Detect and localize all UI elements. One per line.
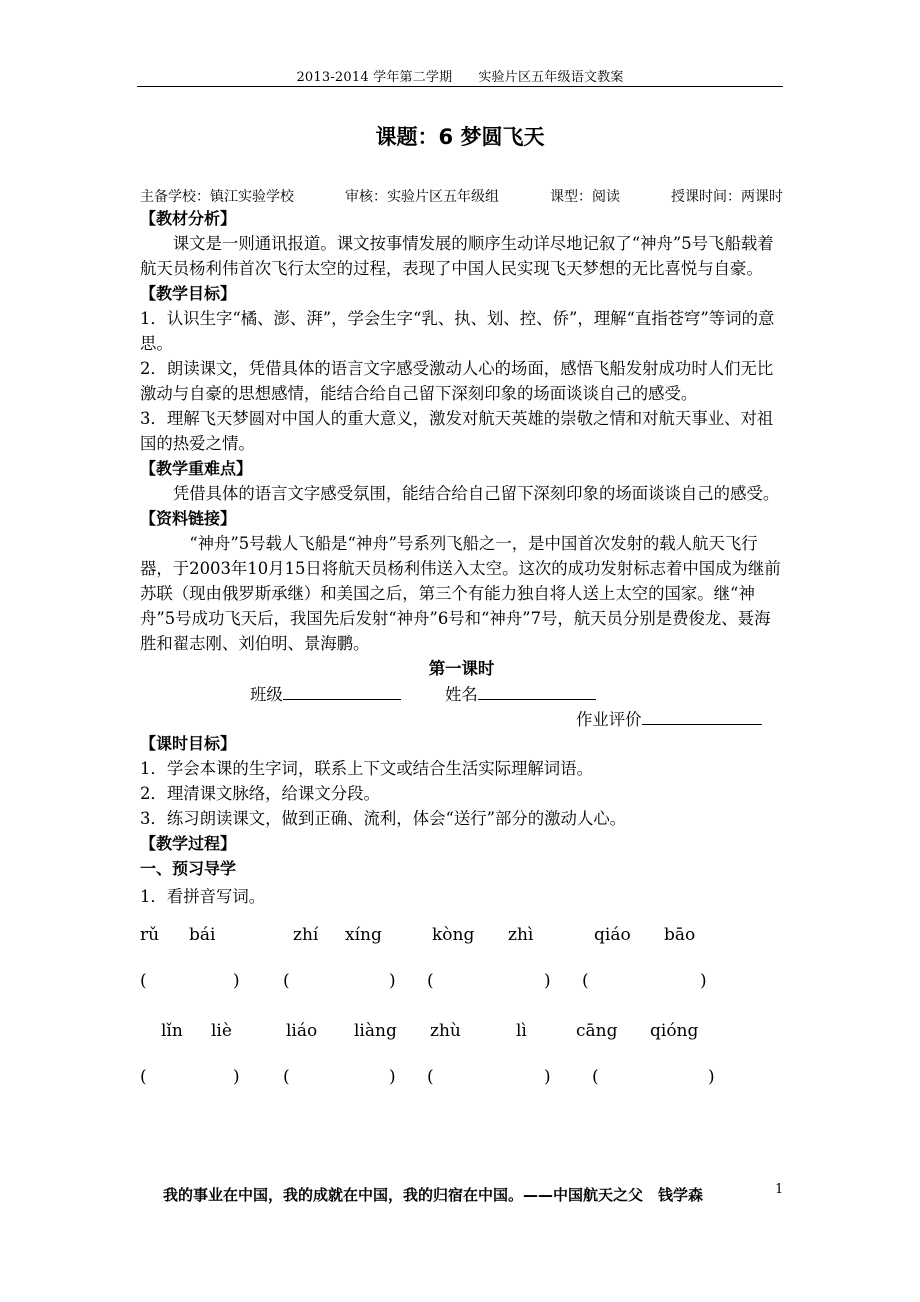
paren-close: ) [700,971,707,991]
name-field [445,681,596,707]
class-field [250,681,401,707]
answer-row-2[interactable] [140,1053,783,1101]
paren-open: ( [283,1067,290,1087]
pinyin: zhí [293,925,319,945]
pinyin: lǐn [161,1021,183,1041]
pinyin: liàng [354,1021,397,1041]
paren-close: ) [389,1067,396,1087]
footer-quote: 我的事业在中国，我的成就在中国，我的归宿在中国。——中国航天之父 钱学森 [163,1186,704,1204]
lesson1-title: 第一课时 [428,659,495,678]
name-label: 姓名 [445,685,478,704]
paren-open: ( [427,971,434,991]
pinyin: bāo [664,925,696,945]
meta-time: 授课时间：两课时 [671,189,783,205]
pinyin: liè [211,1021,232,1041]
pinyin-row-2 [140,1005,783,1053]
meta-type: 课型：阅读 [550,189,620,205]
pinyin: rǔ [140,925,160,945]
paren-open: ( [582,971,589,991]
analysis-text: 课文是一则通讯报道。课文按事情发展的顺序生动详尽地记叙了“神舟”5号飞船载着航天员杨利伟首次飞行太空的过程，表现了中国人民实现飞天梦想的无比喜悦与自豪。 [140,234,774,278]
goal-item: 2．朗读课文，凭借具体的语言文字感受激动人心的场面，感悟飞船发射成功时人们无比激动与自豪的思想感情，能结合给自己留下深刻印象的场面谈谈自己的感受。 [140,359,774,403]
paren-close: ) [544,1067,551,1087]
pinyin: xíng [345,925,382,945]
analysis-heading: 【教材分析】 [140,209,237,228]
page-header [137,66,783,85]
pinyin-row-1 [140,909,783,957]
pinyin: qióng [650,1021,699,1041]
resource-text: “神舟”5号载人飞船是“神舟”号系列飞船之一，是中国首次发射的载人航天飞行器，于2003年10月15日将航天员杨利伟送入太空。这次的成功发射标志着中国成为继前苏联（现由俄罗斯承继）和美国之后，第三个有能力独自将人送上太空的国家。继“神舟”5号成功飞天后，我国先后发射“神舟”6号和“神舟”7号，航天员分别是费俊龙、聂海胜和翟志刚、刘伯明、景海鹏。 [140,534,781,653]
paren-open: ( [140,1067,147,1087]
header-rule [137,86,783,87]
meta-review: 审核：实验片区五年级组 [345,189,499,205]
lesson-meta [140,186,783,206]
difficulty-text: 凭借具体的语言文字感受氛围，能结合给自己留下深刻印象的场面谈谈自己的感受。 [172,484,780,503]
objective-item: 1．学会本课的生字词，联系上下文或结合生活实际理解词语。 [140,759,593,778]
eval-field [576,706,762,732]
eval-blank[interactable] [642,706,762,725]
pinyin: zhù [430,1021,461,1041]
paren-open: ( [592,1067,599,1087]
paren-close: ) [544,971,551,991]
process-heading: 【教学过程】 [140,834,237,853]
goals-heading: 【教学目标】 [140,284,237,303]
difficulty-heading: 【教学重难点】 [140,459,253,478]
step1-heading: 一、预习导学 [140,859,237,878]
paren-close: ) [233,971,240,991]
exercise1-instruction: 1．看拼音写词。 [140,887,266,906]
pinyin: cāng [576,1021,618,1041]
page-number: 1 [775,1182,784,1197]
pinyin: lì [516,1021,527,1041]
objective-item: 2．理清课文脉络，给课文分段。 [140,784,380,803]
objective-item: 3．练习朗读课文，做到正确、流利，体会“送行”部分的激动人心。 [140,809,627,828]
paren-open: ( [283,971,290,991]
document-body [140,206,783,1101]
class-label: 班级 [250,685,283,704]
pinyin: kòng [432,925,475,945]
goal-item: 3．理解飞天梦圆对中国人的重大意义，激发对航天英雄的崇敬之情和对航天事业、对祖国的热爱之情。 [140,409,774,453]
pinyin: zhì [508,925,534,945]
paren-open: ( [427,1067,434,1087]
paren-close: ) [389,971,396,991]
eval-row [140,706,783,731]
resource-heading: 【资料链接】 [140,509,237,528]
header-dept: 实验片区五年级语文教案 [478,70,624,85]
class-blank[interactable] [283,681,401,700]
header-term: 2013-2014 学年第二学期 [296,70,453,85]
paren-close: ) [708,1067,715,1087]
pinyin: liáo [286,1021,318,1041]
page-title: 课题：6 梦圆飞天 [375,125,545,149]
name-blank[interactable] [478,681,596,700]
pinyin: qiáo [594,925,631,945]
answer-row-1[interactable] [140,957,783,1005]
pinyin: bái [189,925,216,945]
paren-close: ) [233,1067,240,1087]
eval-label: 作业评价 [576,710,642,729]
meta-school: 主备学校：镇江实验学校 [140,189,294,205]
objectives-heading: 【课时目标】 [140,734,237,753]
paren-open: ( [140,971,147,991]
class-name-row [140,681,783,706]
goal-item: 1．认识生字“橘、澎、湃”，学会生字“乳、执、划、控、侨”，理解“直指苍穹”等词的意思。 [140,309,775,353]
